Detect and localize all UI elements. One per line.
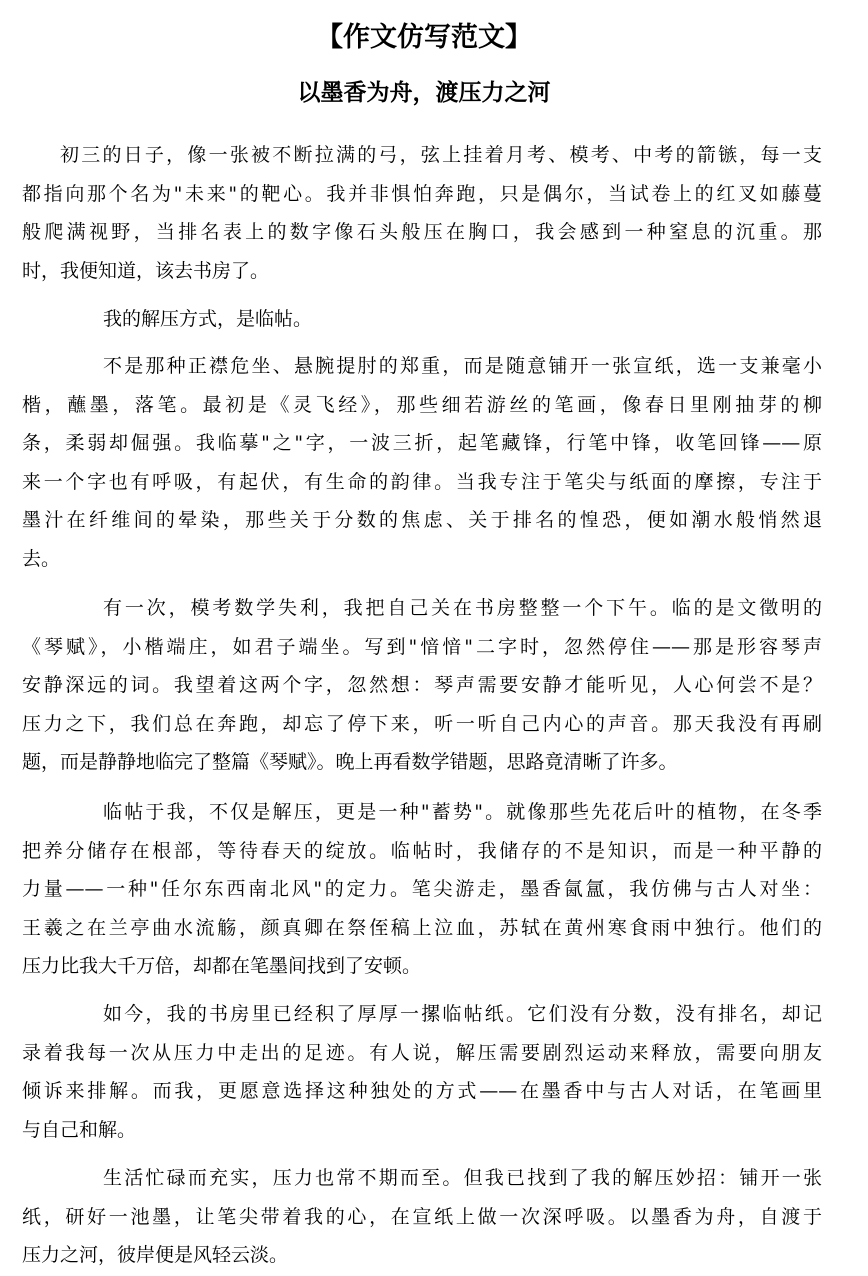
text-line: 题，而是静静地临完了整篇《琴赋》。晚上再看数学错题，思路竟清晰了许多。 — [22, 751, 678, 773]
paragraph-3 — [22, 347, 822, 578]
text-line: 如今，我的书房里已经积了厚厚一摞临帖纸。它们没有分数，没有排名，却记 — [103, 1003, 822, 1025]
text-line: 力量——一种"任尔东西南北风"的定力。笔尖游走，墨香氤氲，我仿佛与古人对坐： — [22, 878, 822, 900]
paragraph-2 — [22, 300, 822, 339]
paragraph-4 — [22, 589, 822, 782]
paragraph-1 — [22, 136, 822, 290]
text-line: 压力之河，彼岸便是风轻云淡。 — [22, 1244, 289, 1266]
text-line: 与自己和解。 — [22, 1118, 137, 1141]
text-line: 都指向那个名为"未来"的靶心。我并非惧怕奔跑，只是偶尔，当试卷上的红叉如藤蔓 — [22, 182, 822, 205]
text-line: 纸，研好一池墨，让笔尖带着我的心，在宣纸上做一次深呼吸。以墨香为舟，自渡于 — [22, 1205, 822, 1228]
text-line: 初三的日子，像一张被不断拉满的弓，弦上挂着月考、模考、中考的箭镞，每一支 — [60, 144, 822, 166]
text-line: 有一次，模考数学失利，我把自己关在书房整整一个下午。临的是文徵明的 — [103, 597, 822, 619]
text-line: 来一个字也有呼吸，有起伏，有生命的韵律。当我专注于笔尖与纸面的摩擦，专注于 — [22, 470, 822, 493]
paragraph-6 — [22, 995, 822, 1149]
text-line: 把养分储存在根部，等待春天的绽放。临帖时，我储存的不是知识，而是一种平静的 — [22, 839, 822, 862]
essay-title: 以墨香为舟，渡压力之河 — [297, 80, 551, 106]
text-line: 条，柔弱却倔强。我临摹"之"字，一波三折，起笔藏锋，行笔中锋，收笔回锋——原 — [22, 432, 822, 454]
text-line: 王羲之在兰亭曲水流觞，颜真卿在祭侄稿上泣血，苏轼在黄州寒食雨中独行。他们的 — [22, 916, 822, 939]
text-line: 《琴赋》，小楷端庄，如君子端坐。写到"愔愔"二字时，忽然停住——那是形容琴声 — [22, 635, 822, 658]
text-line: 我的解压方式，是临帖。 — [103, 308, 313, 330]
text-line: 时，我便知道，该去书房了。 — [22, 259, 270, 282]
text-line: 不是那种正襟危坐、悬腕提肘的郑重，而是随意铺开一张宣纸，选一支兼毫小 — [103, 355, 822, 377]
text-line: 楷，蘸墨，落笔。最初是《灵飞经》，那些细若游丝的笔画，像春日里刚抽芽的柳 — [22, 393, 822, 416]
text-line: 录着我每一次从压力中走出的足迹。有人说，解压需要剧烈运动来释放，需要向朋友 — [22, 1041, 822, 1064]
text-line: 生活忙碌而充实，压力也常不期而至。但我已找到了我的解压妙招：铺开一张 — [103, 1167, 822, 1189]
text-line: 安静深远的词。我望着这两个字，忽然想：琴声需要安静才能听见，人心何尝不是？ — [22, 674, 822, 696]
text-line: 压力之下，我们总在奔跑，却忘了停下来，听一听自己内心的声音。那天我没有再刷 — [22, 712, 822, 735]
text-line: 般爬满视野，当排名表上的数字像石头般压在胸口，我会感到一种窒息的沉重。那 — [22, 221, 822, 243]
paragraph-7 — [22, 1159, 822, 1275]
text-line: 临帖于我，不仅是解压，更是一种"蓄势"。就像那些先花后叶的植物，在冬季 — [103, 801, 822, 823]
text-line: 倾诉来排解。而我，更愿意选择这种独处的方式——在墨香中与古人对话，在笔画里 — [22, 1080, 822, 1102]
text-line: 压力比我大千万倍，却都在笔墨间找到了安顿。 — [22, 955, 422, 977]
text-line: 墨汁在纤维间的晕染，那些关于分数的焦虑、关于排名的惶恐，便如潮水般悄然退 — [22, 509, 822, 531]
paragraph-5 — [22, 793, 822, 986]
document-title: 【作文仿写范文】 — [316, 22, 532, 53]
text-line: 去。 — [22, 547, 61, 570]
